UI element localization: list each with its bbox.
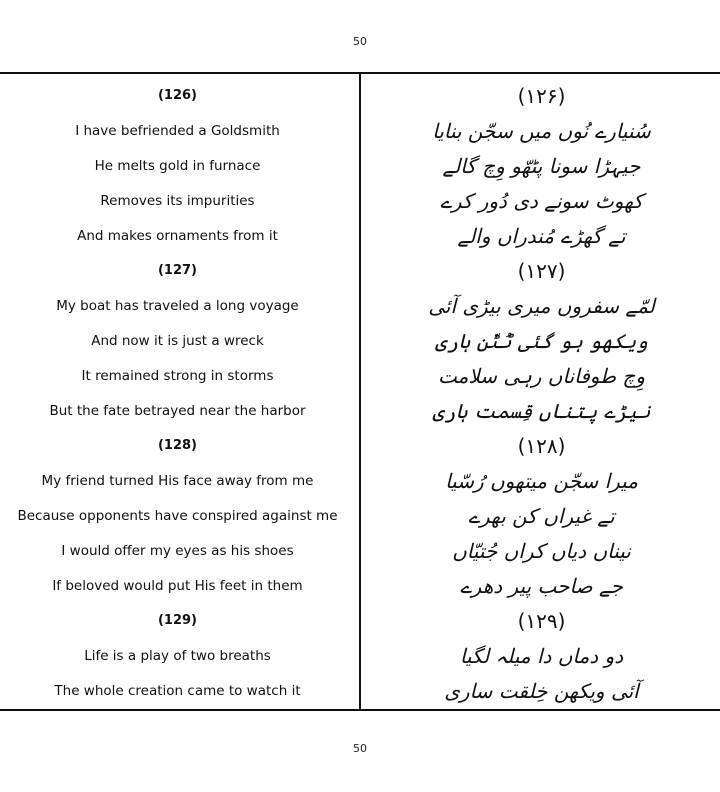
verse-number: (127) <box>157 263 198 278</box>
english-line: Because opponents have conspired against me <box>17 507 338 524</box>
english-row <box>0 533 355 568</box>
english-row <box>0 218 355 253</box>
english-line: And now it is just a wreck <box>91 332 264 349</box>
urdu-line: سُنیارے نُوں میں سجّن بنایا <box>432 118 651 143</box>
english-row <box>0 568 355 603</box>
urdu-line: لمّے سفروں میری بیڑی آئی <box>428 293 655 318</box>
english-line: My boat has traveled a long voyage <box>56 297 299 314</box>
english-line: He melts gold in furnace <box>94 157 261 174</box>
urdu-row <box>363 323 720 358</box>
urdu-row <box>363 253 720 288</box>
verse-number: (۱۲۹) <box>517 608 566 633</box>
english-line: I would offer my eyes as his shoes <box>61 542 294 559</box>
urdu-row <box>363 533 720 568</box>
verse-number: (۱۲۶) <box>517 83 566 108</box>
english-line: I have befriended a Goldsmith <box>75 122 280 139</box>
urdu-row <box>363 463 720 498</box>
english-row <box>0 183 355 218</box>
page-number-bottom: 50 <box>353 742 367 755</box>
english-line: Life is a play of two breaths <box>84 647 271 664</box>
english-row <box>0 148 355 183</box>
urdu-row <box>363 673 720 708</box>
urdu-row <box>363 568 720 603</box>
english-line: If beloved would put His feet in them <box>52 577 303 594</box>
verse-number: (۱۲۸) <box>517 433 566 458</box>
urdu-line: دو دماں دا میلہ لگیا <box>459 643 624 668</box>
english-row <box>0 78 355 113</box>
urdu-row <box>363 288 720 323</box>
urdu-line: جیہڑا سونا پٹھّو وِچ گالے <box>442 153 641 178</box>
english-line: It remained strong in storms <box>81 367 274 384</box>
english-row <box>0 673 355 708</box>
page-number-top: 50 <box>353 35 367 48</box>
english-row <box>0 113 355 148</box>
urdu-line: میرا سجّن میتھوں رُسّیا <box>445 468 638 493</box>
urdu-row <box>363 638 720 673</box>
english-line: Removes its impurities <box>100 192 255 209</box>
english-row <box>0 323 355 358</box>
urdu-row <box>363 183 720 218</box>
english-row <box>0 463 355 498</box>
column-divider <box>359 72 361 709</box>
urdu-line: جے صاحب پیر دھرے <box>459 573 624 598</box>
urdu-row <box>363 603 720 638</box>
urdu-line: آئی ویکھن خِلقت ساری <box>444 678 639 703</box>
urdu-row <box>363 393 720 428</box>
urdu-row <box>363 498 720 533</box>
urdu-row <box>363 148 720 183</box>
english-row <box>0 498 355 533</box>
english-row <box>0 253 355 288</box>
english-row <box>0 428 355 463</box>
urdu-row <box>363 113 720 148</box>
english-row <box>0 358 355 393</box>
urdu-line: نیڑے پتناں قِسمت ہاری <box>432 398 651 423</box>
english-line: And makes ornaments from it <box>77 227 278 244</box>
english-line: The whole creation came to watch it <box>54 682 301 699</box>
english-row <box>0 288 355 323</box>
english-column <box>0 78 355 708</box>
english-line: But the fate betrayed near the harbor <box>49 402 306 419</box>
urdu-line: وِچ طوفاناں رہی سلامت <box>438 363 645 388</box>
verse-number: (129) <box>157 613 198 628</box>
urdu-line: تے غیراں کن بھرے <box>468 503 615 528</box>
english-row <box>0 603 355 638</box>
english-row <box>0 638 355 673</box>
english-row <box>0 393 355 428</box>
urdu-row <box>363 358 720 393</box>
bottom-rule <box>0 709 720 711</box>
urdu-row <box>363 78 720 113</box>
urdu-column <box>363 78 720 708</box>
urdu-line: کھوٹ سونے دی دُور کرے <box>440 188 643 213</box>
urdu-row <box>363 218 720 253</box>
urdu-line: نیناں دیاں کراں جُتیّاں <box>452 538 631 563</box>
urdu-line: ویکھو ہو گئی ٹُٹّن ہاری <box>435 328 648 353</box>
urdu-row <box>363 428 720 463</box>
urdu-line: تے گھڑے مُندراں والے <box>457 223 626 248</box>
verse-number: (۱۲۷) <box>517 258 566 283</box>
english-line: My friend turned His face away from me <box>41 472 314 489</box>
verse-number: (126) <box>157 88 198 103</box>
verse-number: (128) <box>157 438 198 453</box>
